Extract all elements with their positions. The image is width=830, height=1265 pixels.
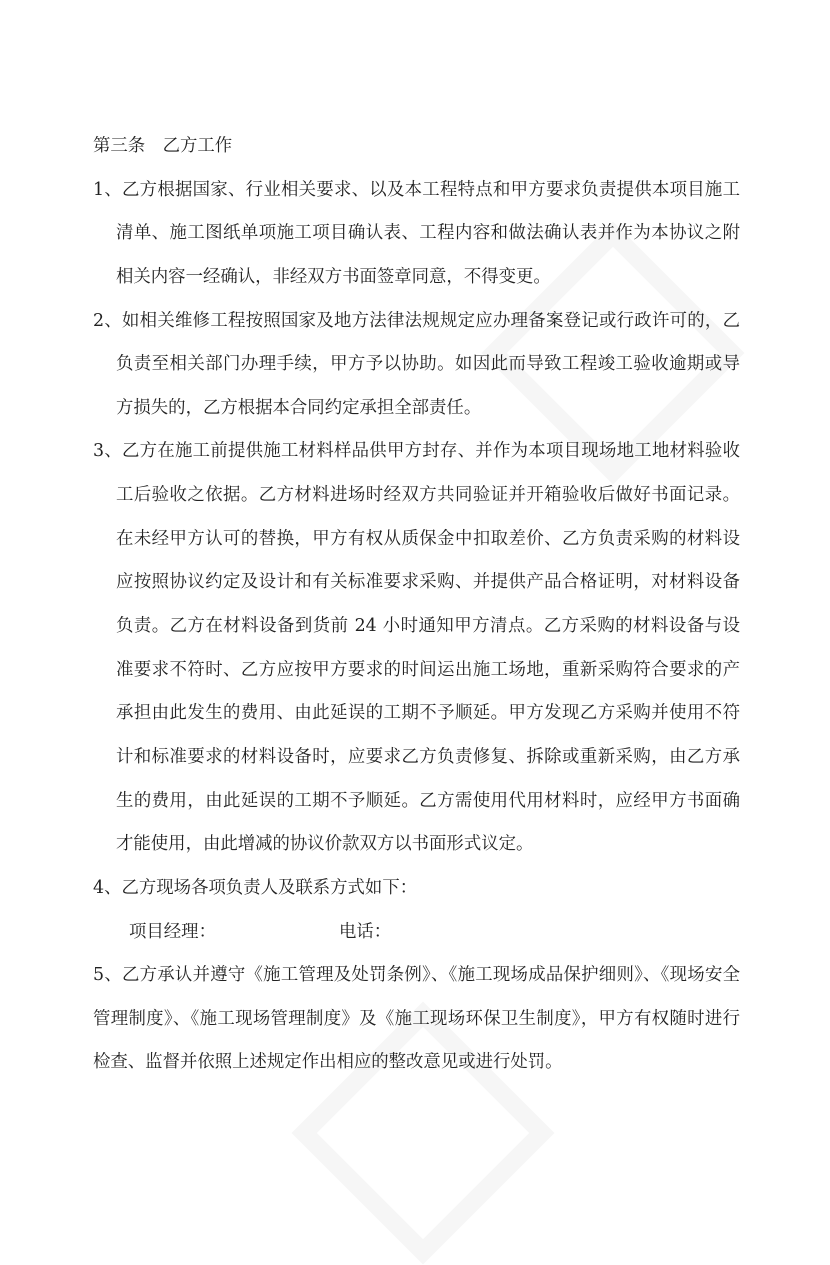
paragraph-line: 承担由此发生的费用、由此延误的工期不予顺延。甲方发现乙方采购并使用不符 (116, 703, 740, 724)
paragraph-line: 才能使用，由此增减的协议价款双方以书面形式议定。 (116, 834, 534, 855)
paragraph-line: 3、乙方在施工前提供施工材料样品供甲方封存、并作为本项目现场地工地材料验收 (93, 441, 740, 462)
paragraph-line: 负责至相关部门办理手续，甲方予以协助。如因此而导致工程竣工验收逾期或导 (116, 354, 740, 375)
paragraph-line: 应按照协议约定及设计和有关标准要求采购、并提供产品合格证明，对材料设备 (116, 572, 740, 593)
paragraph-line: 准要求不符时、乙方应按甲方要求的时间运出施工场地，重新采购符合要求的产 (116, 659, 740, 680)
paragraph-line: 5、乙方承认并遵守《施工管理及处罚条例》、《施工现场成品保护细则》、《现场安全 (93, 965, 740, 986)
paragraph-line: 生的费用，由此延误的工期不予顺延。乙方需使用代用材料时，应经甲方书面确 (116, 790, 740, 811)
paragraph-line: 负责。乙方在材料设备到货前 24 小时通知甲方清点。乙方采购的材料设备与设 (116, 616, 740, 637)
paragraph-line: 方损失的，乙方根据本合同约定承担全部责任。 (116, 397, 482, 418)
paragraph-line: 工后验收之依据。乙方材料进场时经双方共同验证并开箱验收后做好书面记录。 (116, 485, 740, 506)
paragraph-line: 2、如相关维修工程按照国家及地方法律法规规定应办理备案登记或行政许可的，乙 (93, 310, 740, 331)
paragraph-line: 1、乙方根据国家、行业相关要求、以及本工程特点和甲方要求负责提供本项目施工 (93, 179, 740, 200)
section-title: 第三条 乙方工作 (93, 136, 233, 156)
paragraph-line: 清单、施工图纸单项施工项目确认表、工程内容和做法确认表并作为本协议之附 (116, 223, 740, 244)
paragraph-line: 计和标准要求的材料设备时，应要求乙方负责修复、拆除或重新采购，由乙方承 (116, 746, 740, 767)
project-manager-label: 项目经理： (129, 921, 216, 942)
document-page (0, 125, 830, 1085)
paragraph-line: 检查、监督并依照上述规定作出相应的整改意见或进行处罚。 (93, 1052, 563, 1073)
paragraph-line: 4、乙方现场各项负责人及联系方式如下： (93, 877, 418, 898)
contact-row (0, 911, 830, 955)
paragraph-line: 管理制度》、《施工现场管理制度》及《施工现场环保卫生制度》，甲方有权随时进行 (93, 1008, 740, 1029)
paragraph-line: 在未经甲方认可的替换，甲方有权从质保金中扣取差价、乙方负责采购的材料设 (116, 528, 740, 549)
phone-label: 电话： (339, 921, 392, 942)
paragraph-line: 相关内容一经确认，非经双方书面签章同意，不得变更。 (116, 266, 551, 287)
